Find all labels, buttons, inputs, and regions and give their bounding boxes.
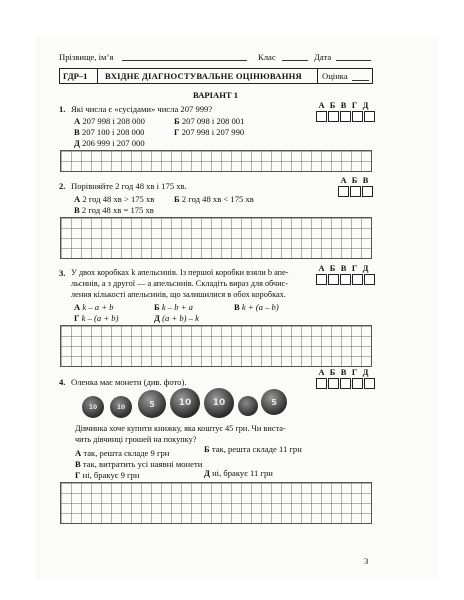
test-header-bar — [59, 68, 373, 84]
q2-text: Порівняйте 2 год 48 хв і 175 хв. — [71, 181, 187, 191]
test-code: ГДР–1 — [63, 71, 88, 81]
q1-option-b[interactable]: Б 207 098 і 208 001 — [174, 116, 245, 126]
q4-work-grid[interactable] — [60, 482, 372, 524]
grade-label: Оцінка — [322, 71, 348, 81]
q4-text: Оленка має монети (див. фото). — [71, 377, 187, 387]
q1-answer-letters: А Б В Г Д — [318, 101, 369, 110]
q3-option-b[interactable]: Б k – b + a — [154, 302, 193, 312]
q1-work-grid[interactable] — [60, 150, 372, 172]
q1-answer-boxes[interactable] — [316, 111, 376, 122]
q1-option-g[interactable]: Г 207 998 і 207 990 — [174, 127, 245, 137]
q4-answer-letters: А Б В Г Д — [318, 368, 369, 377]
q4-text-line2: чить дівчинці грошей на покупку? — [75, 435, 197, 444]
q2-option-b[interactable]: Б 2 год 48 хв < 175 хв — [174, 194, 254, 204]
q1-option-v[interactable]: В 207 100 і 208 000 — [74, 127, 145, 137]
grade-field[interactable] — [352, 80, 369, 81]
q3-text-line3: лення кількості апельсинів, що залишилися в обох коробках. — [71, 290, 286, 299]
q4-option-b[interactable]: Б так, решта складе 11 грн — [204, 444, 302, 454]
coin-10-icon: 10 — [170, 388, 200, 418]
q3-answer-letters: А Б В Г Д — [318, 264, 369, 273]
date-label: Дата — [314, 52, 332, 62]
coin-5-icon: 5 — [261, 389, 287, 415]
q2-option-v[interactable]: В 2 год 48 хв = 175 хв — [74, 205, 154, 215]
q3-answer-boxes[interactable] — [316, 274, 376, 285]
q3-option-d[interactable]: Д (a + b) – k — [154, 313, 199, 323]
coin-5-icon: 5 — [138, 390, 166, 418]
q4-option-a[interactable]: А так, решта складе 9 грн — [75, 448, 170, 458]
q4-option-d[interactable]: Д ні, бракує 11 грн — [204, 468, 273, 478]
q3-option-g[interactable]: Г k – (a + b) — [74, 313, 119, 323]
coin-small-icon — [238, 396, 258, 416]
q4-number: 4. — [59, 377, 66, 387]
q3-text-line2: льсинів, а з другої — a апельсинів. Складіть вираз для обчис- — [71, 279, 289, 288]
q1-option-a[interactable]: А 207 998 і 208 000 — [74, 116, 145, 126]
q4-option-v[interactable]: В так, витратить усі наявні монети — [75, 459, 203, 469]
q2-work-grid[interactable] — [60, 217, 372, 259]
class-field[interactable] — [282, 60, 308, 61]
q3-option-v[interactable]: В k + (a – b) — [234, 302, 279, 312]
q4-text-line1: Дівчинка хоче купити книжку, яка коштує 45 грн. Чи виста- — [75, 424, 286, 433]
q1-text: Які числа є «сусідами» числа 207 999? — [71, 104, 213, 114]
q3-work-grid[interactable] — [60, 325, 372, 367]
class-label: Клас — [258, 52, 276, 62]
coin-10-icon: 10 — [82, 396, 104, 418]
q1-option-d[interactable]: Д 206 999 і 207 000 — [74, 138, 145, 148]
q2-answer-boxes[interactable] — [338, 186, 374, 197]
q2-number: 2. — [59, 181, 66, 191]
q1-number: 1. — [59, 104, 66, 114]
surname-label: Прізвище, ім’я — [59, 52, 114, 62]
test-title: ВХІДНЕ ДІАГНОСТУВАЛЬНЕ ОЦІНЮВАННЯ — [105, 71, 302, 81]
q2-answer-letters: А Б В — [340, 176, 369, 185]
q3-option-a[interactable]: А k – a + b — [74, 302, 114, 312]
q4-option-g[interactable]: Г ні, бракує 9 грн — [75, 470, 140, 480]
variant-title: ВАРІАНТ 1 — [193, 90, 239, 100]
page-number: 3 — [364, 556, 369, 566]
q2-option-a[interactable]: А 2 год 48 хв > 175 хв — [74, 194, 155, 204]
date-field[interactable] — [336, 60, 371, 61]
coin-10-icon: 10 — [110, 396, 132, 418]
q4-answer-boxes[interactable] — [316, 378, 376, 389]
surname-field[interactable] — [122, 60, 247, 61]
q3-number: 3. — [59, 268, 66, 278]
q3-text-line1: У двох коробках k апельсинів. Із першої коробки взяли b апе- — [71, 268, 289, 277]
coin-10-icon: 10 — [204, 388, 234, 418]
